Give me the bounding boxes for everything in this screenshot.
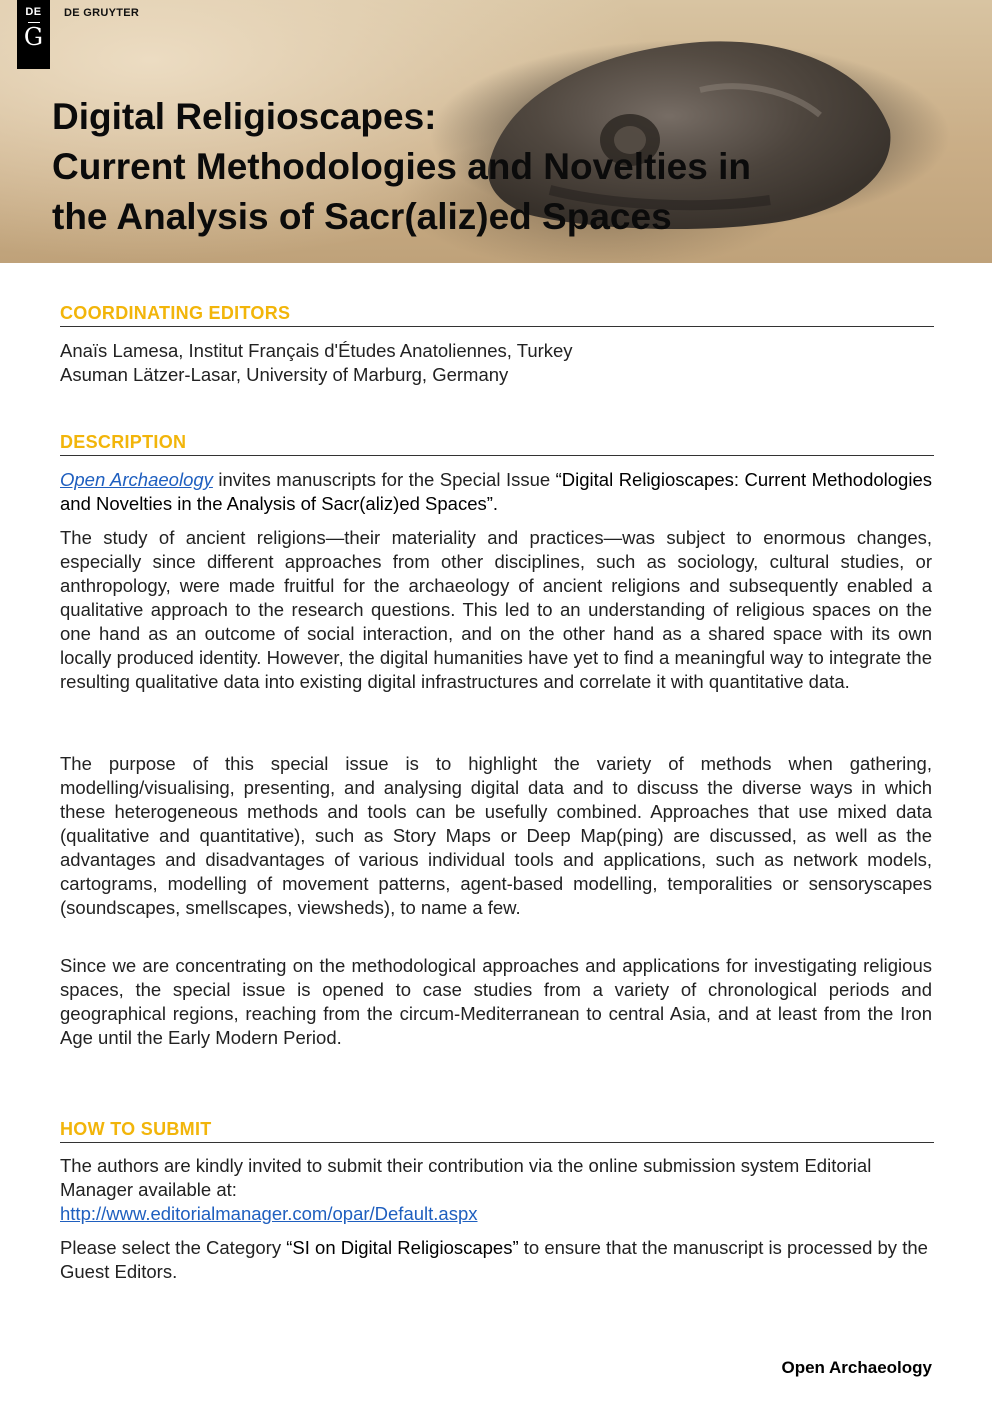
intro-text: invites manuscripts for the Special Issue	[212, 469, 556, 490]
publisher-name: DE GRUYTER	[64, 7, 140, 19]
journal-link[interactable]: Open Archaeology	[60, 469, 213, 490]
footer-journal-name: Open Archaeology	[781, 1358, 932, 1377]
special-issue-title: “Digital Religioscapes: Current Methodologies and Novelties in the Analysis of Sacr(aliz)ed Spaces”.	[60, 469, 932, 514]
submit-instructions: The authors are kindly invited to submit their contribution via the online submission system Editorial Manager available at:	[60, 1155, 872, 1200]
description-paragraph-3: Since we are concentrating on the methodological approaches and applications for investigating religious spaces, the special issue is opened to case studies from a variety of chronological periods and geographical regions, reaching from the circum-Mediterranean to central Asia, and at least from the Iron Age until the Early Modern Period.	[60, 955, 932, 1048]
title-line-3: the Analysis of Sacr(aliz)ed Spaces	[52, 196, 672, 237]
submit-paragraph-1	[60, 1154, 932, 1226]
page-title	[52, 92, 932, 242]
description-paragraph-1: The study of ancient religions—their materiality and practices—was subject to enormous changes, especially since different approaches from other disciplines, such as sociology, cultural studies, or anthropology, were made fruitful for the archaeology of ancient religions and subsequently enabled a qualitative approach to the research questions. This led to an understanding of religious spaces on the one hand as an outcome of social interaction, and on the other hand as a shared space with its own locally produced identity. However, the digital humanities have yet to find a meaningful way to integrate the resulting qualitative data into existing digital infrastructures and correlate it with quantitative data.	[60, 527, 932, 692]
category-name: “SI on Digital Religioscapes”	[286, 1237, 519, 1258]
editors-list	[60, 339, 932, 387]
description-paragraph-2: The purpose of this special issue is to highlight the variety of methods when gathering, modelling/visualising, presenting, and analysing digital data and to discuss the diverse ways in which these heterogeneous methods and tools can be usefully combined. Approaches that use mixed data (qualitative and quantitative), such as Story Maps or Deep Map(ping) are discussed, as well as the advantages and disadvantages of various individual tools and applications, such as network models, cartograms, modelling of movement patterns, agent-based modelling, temporalities or sensoryscapes (soundscapes, smellscapes, viewsheds), to name a few.	[60, 753, 932, 918]
title-line-2: Current Methodologies and Novelties in	[52, 146, 751, 187]
editor-item-2: Asuman Lätzer-Lasar, University of Marburg, Germany	[60, 364, 509, 385]
description-heading: DESCRIPTION	[60, 432, 934, 456]
submission-url-link[interactable]: http://www.editorialmanager.com/opar/Default.aspx	[60, 1203, 478, 1224]
de-gruyter-logo	[17, 0, 50, 69]
logo-g-text: G	[23, 23, 44, 51]
description-intro	[60, 468, 932, 516]
submit-heading: HOW TO SUBMIT	[60, 1119, 934, 1143]
title-line-1: Digital Religioscapes:	[52, 96, 437, 137]
editors-heading: COORDINATING EDITORS	[60, 303, 934, 327]
logo-de-text: DE	[25, 6, 42, 18]
header-banner	[0, 0, 992, 263]
category-text-a: Please select the Category	[60, 1237, 287, 1258]
category-text-b: to ensure that the manuscript is processed by the Guest Editors.	[60, 1237, 928, 1282]
editor-item-1: Anaïs Lamesa, Institut Français d'Études Anatoliennes, Turkey	[60, 340, 573, 361]
submit-paragraph-2	[60, 1236, 932, 1284]
